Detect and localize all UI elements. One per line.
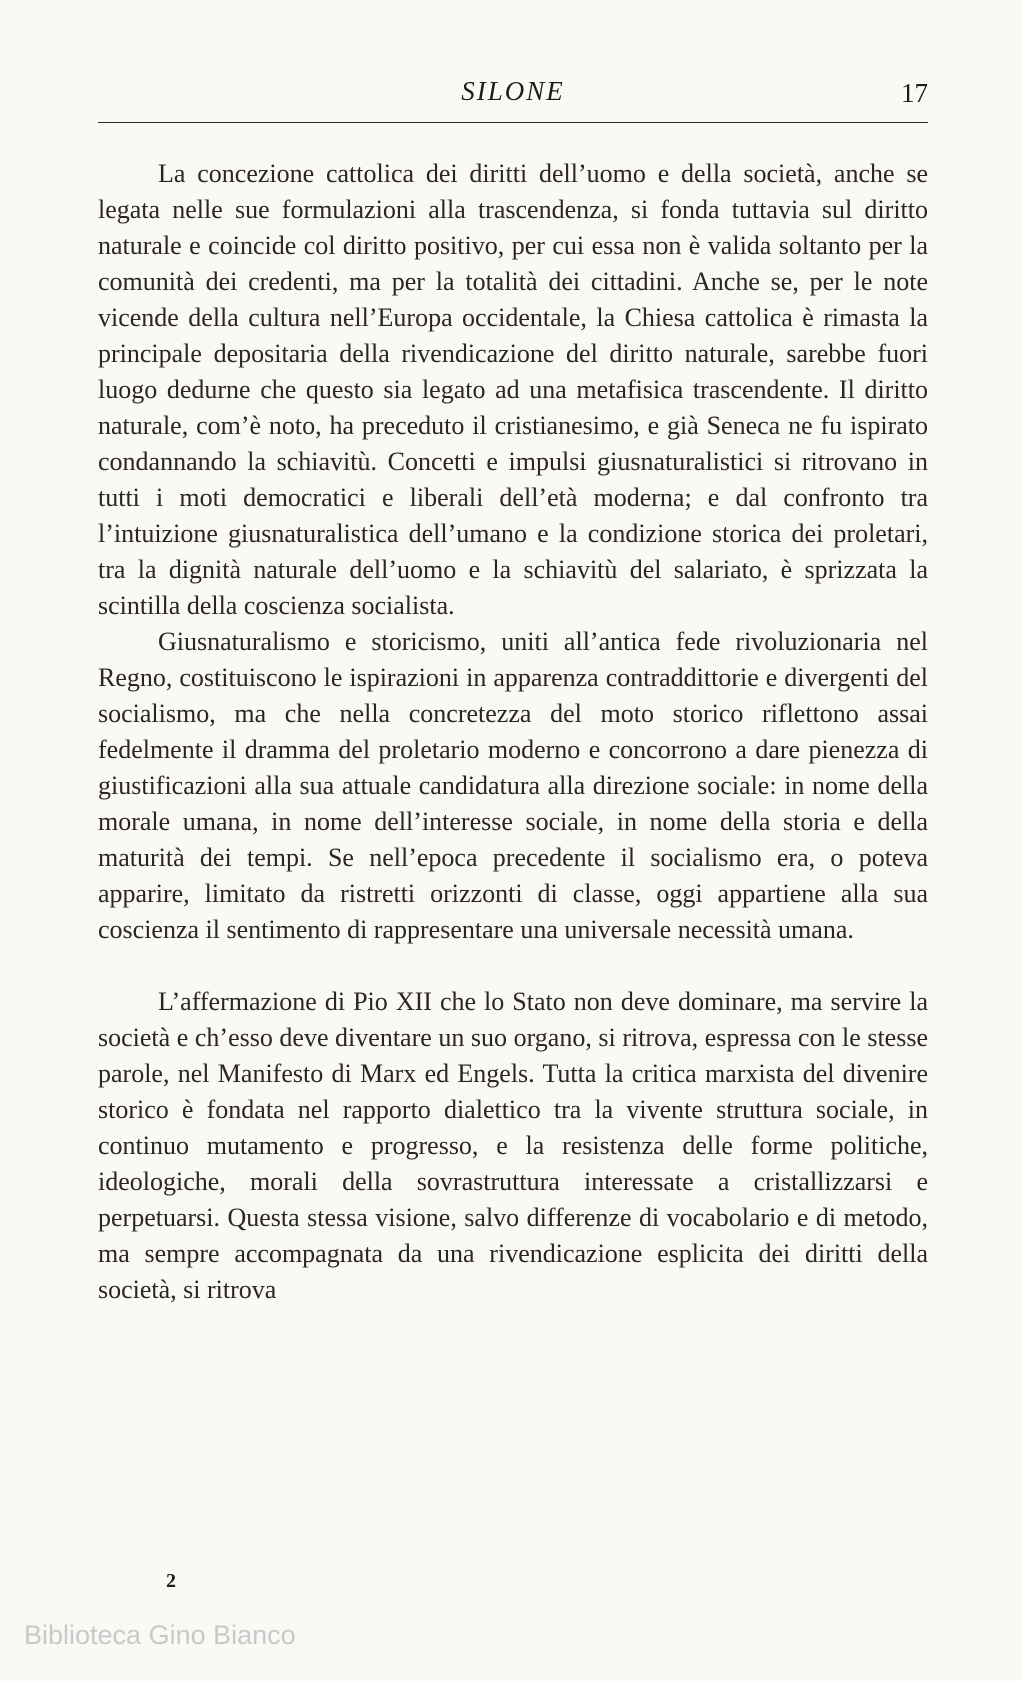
page-body xyxy=(98,156,928,1308)
page-number: 17 xyxy=(901,78,928,108)
paragraph: Giusnaturalismo e storicismo, uniti all’antica fede rivoluzionaria nel Regno, costituiscono le ispirazioni in apparenza contraddittorie e divergenti del socialismo, ma che nella concretezza del moto storico riflettono assai fedelmente il dramma del proletario moderno e concorrono a dare pienezza di giustificazioni alla sua attuale candidatura alla direzione sociale: in nome della morale umana, in nome dell’interesse sociale, in nome della storia e della maturità dei tempi. Se nell’epoca precedente il socialismo era, o poteva apparire, limitato da ristretti orizzonti di classe, oggi appartiene alla sua coscienza il sentimento di rappresentare una universale necessità umana. xyxy=(98,627,928,944)
header-rule xyxy=(98,122,928,123)
signature-mark: 2 xyxy=(166,1570,176,1592)
paragraph: La concezione cattolica dei diritti dell’uomo e della società, anche se legata nelle sue formulazioni alla trascendenza, si fonda tuttavia sul diritto naturale e coincide col diritto positivo, per cui essa non è valida soltanto per la comunità dei credenti, ma per la totalità dei cittadini. Anche se, per le note vicende della cultura nell’Europa occidentale, la Chiesa cattolica è rimasta la principale depositaria della rivendicazione del diritto naturale, sarebbe fuori luogo dedurne che questo sia legato ad una metafisica trascendente. Il diritto naturale, com’è noto, ha preceduto il cristianesimo, e già Seneca ne fu ispirato condannando la schiavitù. Concetti e impulsi giusnaturalistici si ritrovano in tutti i moti democratici e liberali dell’età moderna; e dal confronto tra l’intuizione giusnaturalistica dell’umano e la condizione storica dei proletari, tra la dignità naturale dell’uomo e la schiavitù del salariato, è sprizzata la scintilla della coscienza socialista. xyxy=(98,159,928,620)
paragraph: L’affermazione di Pio XII che lo Stato non deve dominare, ma servire la società e ch’esso deve diventare un suo organo, si ritrova, espressa con le stesse parole, nel Manifesto di Marx ed Engels. Tutta la critica marxista del divenire storico è fondata nel rapporto dialettico tra la vivente struttura sociale, in continuo mutamento e progresso, e la resistenza delle forme politiche, ideologiche, morali della sovrastruttura interessate a cristallizzarsi e perpetuarsi. Questa stessa visione, salvo differenze di vocabolario e di metodo, ma sempre accompagnata da una rivendicazione esplicita dei diritti della società, si ritrova xyxy=(98,987,928,1304)
page-header xyxy=(98,76,928,116)
library-watermark: Biblioteca Gino Bianco xyxy=(24,1620,296,1650)
running-title: SILONE xyxy=(461,76,565,106)
